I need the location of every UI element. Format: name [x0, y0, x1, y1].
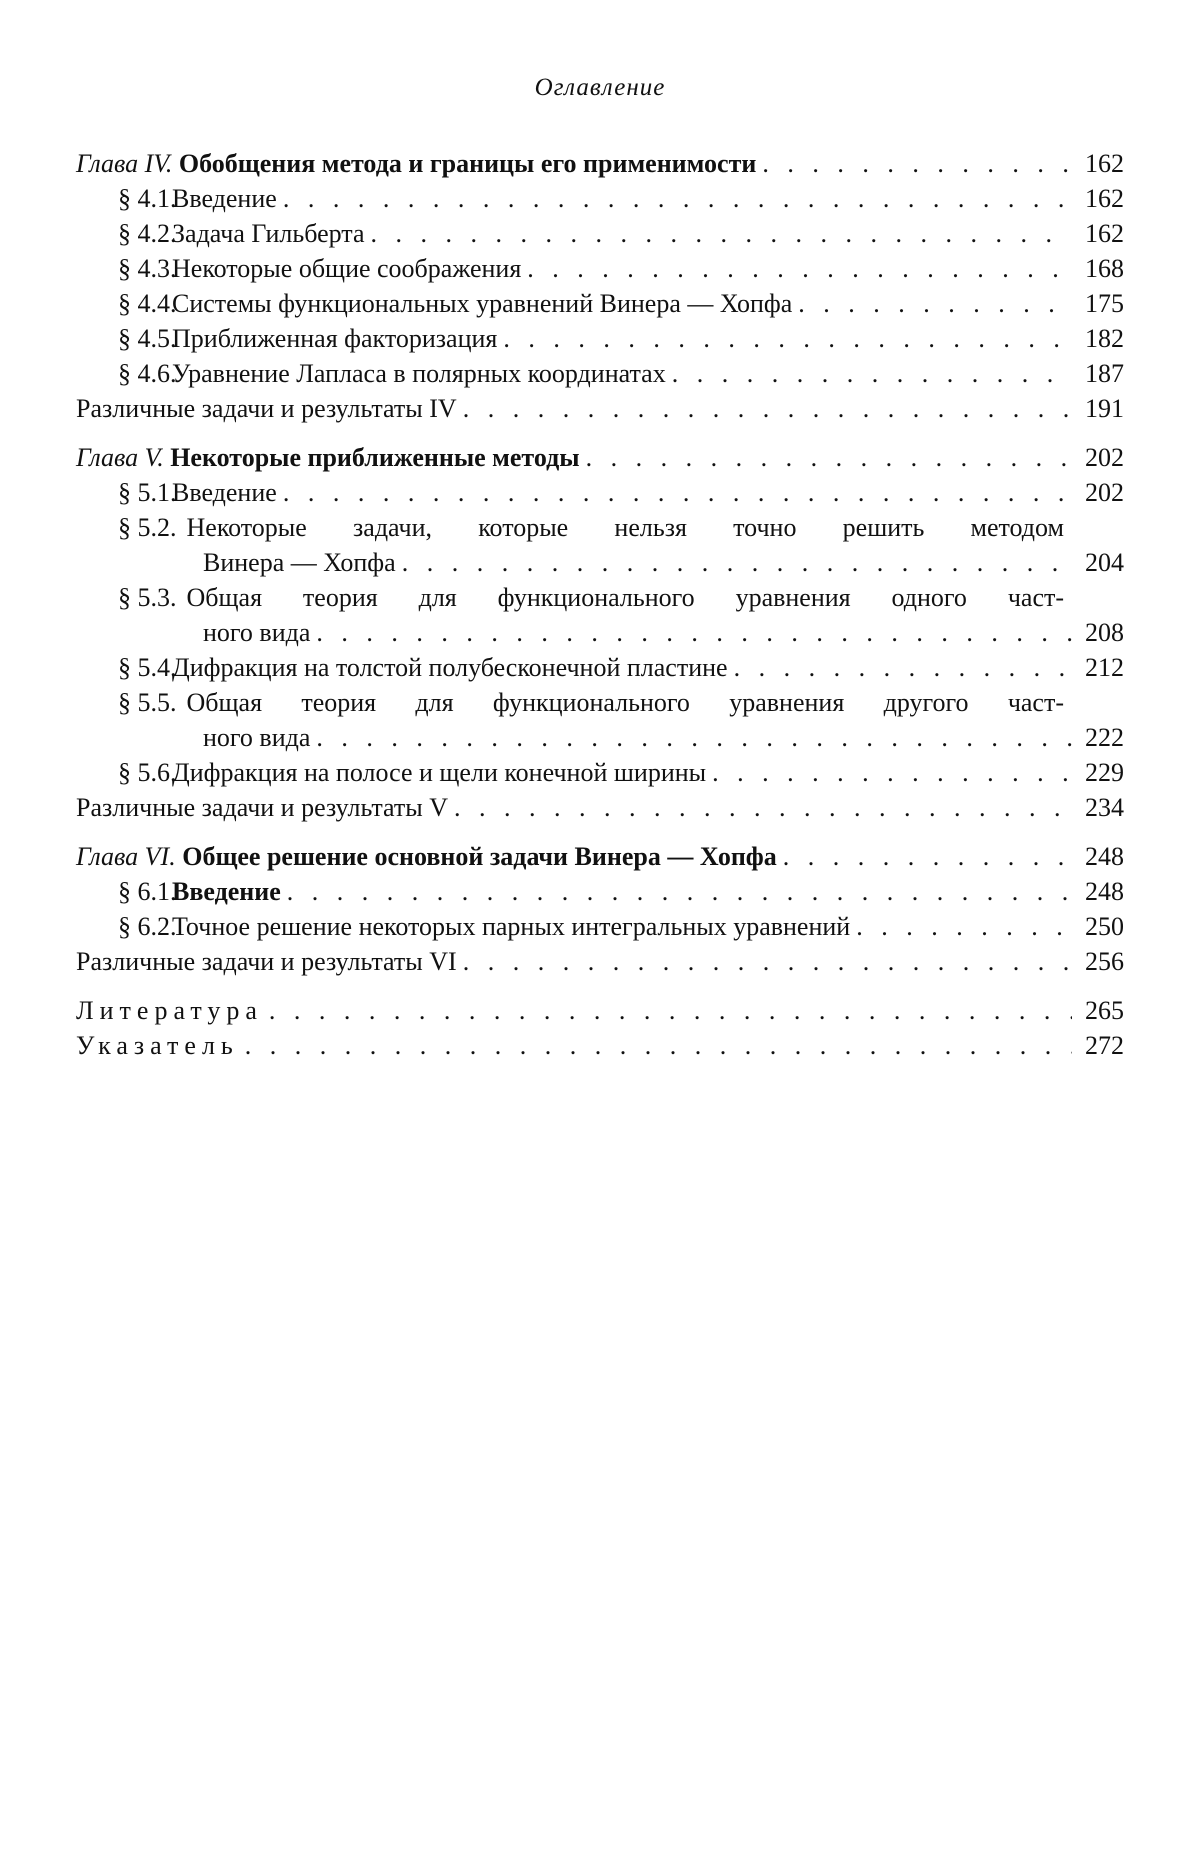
chapter-title: Обобщения метода и границы его применимости — [178, 149, 757, 178]
misc-problems-6-entry[interactable] — [76, 944, 1124, 979]
page-number: 234 — [1085, 793, 1124, 822]
page-number: 256 — [1085, 947, 1124, 976]
page-number: 202 — [1085, 443, 1124, 472]
chapter-label: Глава IV. — [76, 149, 173, 178]
page-number: 212 — [1085, 653, 1124, 682]
page-number: 272 — [1085, 1031, 1124, 1060]
backmatter-title: Литература — [76, 996, 263, 1025]
section-title: Приближенная факторизация — [172, 324, 498, 353]
dot-leader — [316, 720, 1072, 755]
dot-leader — [527, 251, 1072, 286]
section-5-2-entry-cont[interactable] — [76, 545, 1124, 580]
chapter-4-entry[interactable] — [76, 146, 1124, 181]
misc-title: Различные задачи и результаты VI — [76, 947, 457, 976]
page-number: 162 — [1085, 219, 1124, 248]
dot-leader — [586, 440, 1072, 475]
page-number: 162 — [1085, 149, 1124, 178]
spacer — [76, 426, 1124, 440]
page-number: 208 — [1085, 618, 1124, 647]
section-4-1-entry[interactable] — [76, 181, 1124, 216]
section-title: Задача Гильберта — [172, 219, 365, 248]
section-title: Введение — [172, 478, 277, 507]
section-title: Дифракция на полосе и щели конечной ширины — [172, 758, 707, 787]
dot-leader — [283, 475, 1072, 510]
section-number: § 4.4. — [118, 289, 177, 318]
section-title: Уравнение Лапласа в полярных координатах — [172, 359, 666, 388]
dot-leader — [245, 1028, 1072, 1063]
misc-problems-5-entry[interactable] — [76, 790, 1124, 825]
section-title-line1: Некоторые задачи, которые нельзя точно решить методом — [186, 513, 1064, 542]
section-5-1-entry[interactable] — [76, 475, 1124, 510]
spacer — [76, 825, 1124, 839]
section-number: § 4.3. — [118, 254, 177, 283]
section-title: Дифракция на толстой полубесконечной пластине — [172, 653, 728, 682]
page-number: 187 — [1085, 359, 1124, 388]
section-5-3-entry[interactable] — [76, 580, 1124, 615]
dot-leader — [503, 321, 1072, 356]
page-number: 248 — [1085, 842, 1124, 871]
table-of-contents — [76, 146, 1124, 1063]
page-number: 162 — [1085, 184, 1124, 213]
section-title-line1: Общая теория для функционального уравнения другого част- — [186, 688, 1064, 717]
backmatter-title: Указатель — [76, 1031, 239, 1060]
page-number: 265 — [1085, 996, 1124, 1025]
section-5-4-entry[interactable] — [76, 650, 1124, 685]
dot-leader — [454, 790, 1072, 825]
section-number: § 4.6. — [118, 359, 177, 388]
section-number: § 5.4. — [118, 653, 177, 682]
section-4-5-entry[interactable] — [76, 321, 1124, 356]
section-5-5-entry-cont[interactable] — [76, 720, 1124, 755]
section-number: § 6.2. — [118, 912, 177, 941]
dot-leader — [463, 944, 1072, 979]
section-title: Некоторые общие соображения — [172, 254, 522, 283]
dot-leader — [734, 650, 1072, 685]
section-5-6-entry[interactable] — [76, 755, 1124, 790]
index-entry[interactable] — [76, 1028, 1124, 1063]
dot-leader — [712, 755, 1072, 790]
dot-leader — [316, 615, 1072, 650]
section-number: § 5.3. — [118, 583, 177, 612]
page-number: 204 — [1085, 548, 1124, 577]
section-4-3-entry[interactable] — [76, 251, 1124, 286]
section-4-6-entry[interactable] — [76, 356, 1124, 391]
section-title-line1: Общая теория для функционального уравнения одного част- — [186, 583, 1064, 612]
page-number: 182 — [1085, 324, 1124, 353]
dot-leader — [283, 181, 1072, 216]
chapter-label: Глава VI. — [76, 842, 176, 871]
chapter-title: Некоторые приближенные методы — [170, 443, 580, 472]
section-title: Системы функциональных уравнений Винера — Хопфа — [172, 289, 793, 318]
dot-leader — [287, 874, 1072, 909]
page-header: Оглавление — [534, 74, 666, 101]
dot-leader — [269, 993, 1072, 1028]
dot-leader — [402, 545, 1072, 580]
chapter-title: Общее решение основной задачи Винера — Хопфа — [182, 842, 777, 871]
misc-title: Различные задачи и результаты IV — [76, 394, 457, 423]
page-number: 250 — [1085, 912, 1124, 941]
dot-leader — [798, 286, 1072, 321]
section-5-3-entry-cont[interactable] — [76, 615, 1124, 650]
page-number: 168 — [1085, 254, 1124, 283]
section-title: Введение — [172, 877, 281, 906]
page-number: 175 — [1085, 289, 1124, 318]
section-title-line2: ного вида — [203, 618, 311, 647]
dot-leader — [371, 216, 1073, 251]
section-5-5-entry[interactable] — [76, 685, 1124, 720]
section-6-2-entry[interactable] — [76, 909, 1124, 944]
dot-leader — [762, 146, 1072, 181]
section-4-2-entry[interactable] — [76, 216, 1124, 251]
section-5-2-entry[interactable] — [76, 510, 1124, 545]
section-title-line2: ного вида — [203, 723, 311, 752]
section-number: § 4.2. — [118, 219, 177, 248]
bibliography-entry[interactable] — [76, 993, 1124, 1028]
chapter-6-entry[interactable] — [76, 839, 1124, 874]
section-number: § 4.1. — [118, 184, 177, 213]
section-6-1-entry[interactable] — [76, 874, 1124, 909]
spacer — [76, 979, 1124, 993]
page-number: 248 — [1085, 877, 1124, 906]
section-number: § 5.1. — [118, 478, 177, 507]
chapter-5-entry[interactable] — [76, 440, 1124, 475]
section-title: Введение — [172, 184, 277, 213]
section-number: § 6.1. — [118, 877, 177, 906]
page-number: 222 — [1085, 723, 1124, 752]
chapter-label: Глава V. — [76, 443, 164, 472]
dot-leader — [783, 839, 1072, 874]
section-title-line2: Винера — Хопфа — [203, 548, 396, 577]
section-number: § 5.6. — [118, 758, 177, 787]
dot-leader — [463, 391, 1072, 426]
section-4-4-entry[interactable] — [76, 286, 1124, 321]
section-number: § 4.5. — [118, 324, 177, 353]
page-number: 191 — [1085, 394, 1124, 423]
dot-leader — [672, 356, 1072, 391]
section-number: § 5.5. — [118, 688, 177, 717]
page-number: 202 — [1085, 478, 1124, 507]
section-title: Точное решение некоторых парных интегральных уравнений — [172, 912, 851, 941]
page-number: 229 — [1085, 758, 1124, 787]
section-number: § 5.2. — [118, 513, 177, 542]
dot-leader — [856, 909, 1072, 944]
misc-title: Различные задачи и результаты V — [76, 793, 449, 822]
misc-problems-4-entry[interactable] — [76, 391, 1124, 426]
